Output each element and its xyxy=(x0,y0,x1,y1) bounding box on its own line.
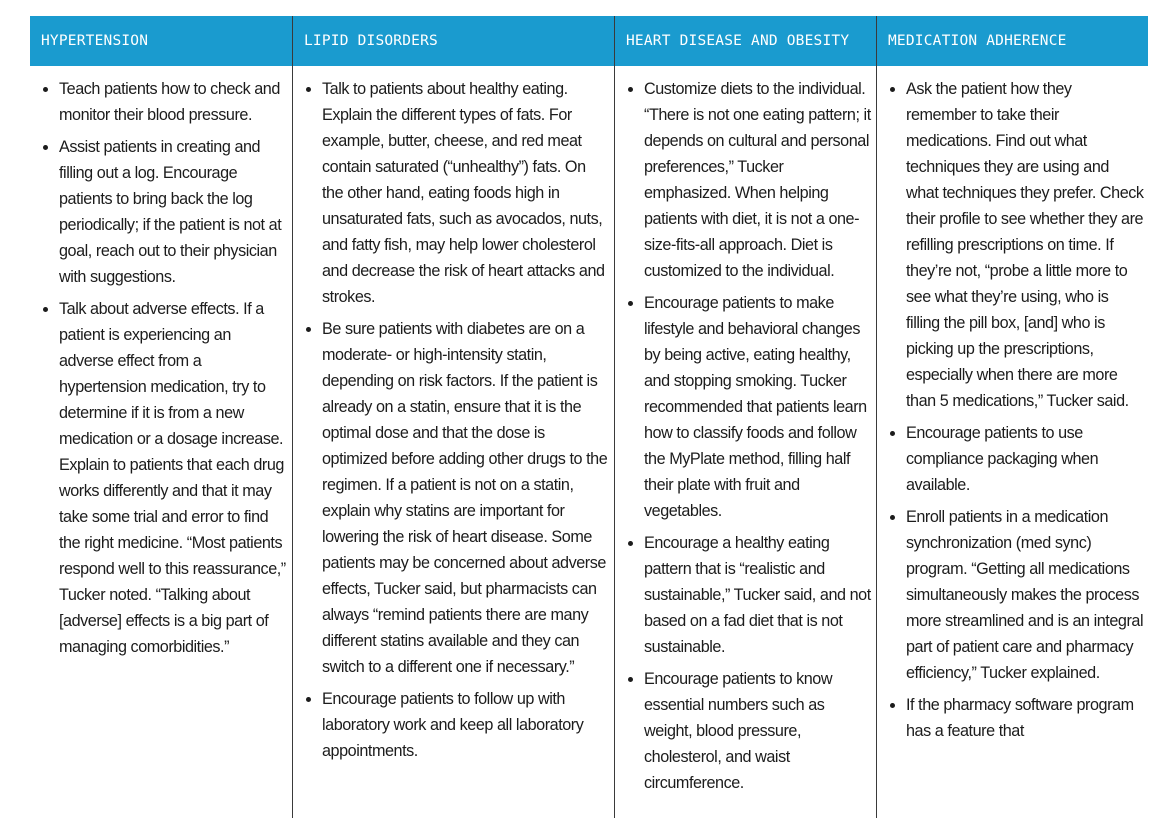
list-item: Talk about adverse effects. If a patient is experiencing an adverse effect from a hypertension medication, try to determine if it is from a new medication or a dosage increase. Explain to patients that each drug works differently and that it may take some trial and error to find the right medicine. “Most patients respond well to this reassurance,” Tucker noted. “Talking about [adverse] effects is a big part of managing comorbidities.” xyxy=(41,296,288,660)
list-item: Encourage patients to know essential numbers such as weight, blood pressure, cholesterol, and waist circumference. xyxy=(626,666,872,796)
column-header-hypertension: HYPERTENSION xyxy=(30,16,292,66)
column-body-lipid-disorders xyxy=(293,66,614,764)
column-header-medication-adherence: MEDICATION ADHERENCE xyxy=(877,16,1148,66)
column-header-lipid-disorders: LIPID DISORDERS xyxy=(293,16,614,66)
list-item: Encourage patients to follow up with laboratory work and keep all laboratory appointments. xyxy=(304,686,610,764)
column-medication-adherence xyxy=(876,16,1148,818)
bullet-list xyxy=(41,76,288,660)
list-item: Encourage patients to make lifestyle and behavioral changes by being active, eating healthy, and stopping smoking. Tucker recommended that patients learn how to classify foods and follow the MyPlate method, filling half their plate with fruit and vegetables. xyxy=(626,290,872,524)
column-body-hypertension xyxy=(30,66,292,660)
column-heart-disease-obesity xyxy=(614,16,876,818)
column-body-heart-disease-obesity xyxy=(615,66,876,796)
list-item: Talk to patients about healthy eating. Explain the different types of fats. For example, butter, cheese, and red meat contain saturated (“unhealthy”) fats. On the other hand, eating foods high in unsaturated fats, such as avocados, nuts, and fatty fish, may help lower cholesterol and decrease the risk of heart attacks and strokes. xyxy=(304,76,610,310)
list-item: Ask the patient how they remember to take their medications. Find out what techniques they are using and what techniques they prefer. Check their profile to see whether they are refilling prescriptions on time. If they’re not, “probe a little more to see what they’re using, who is filling the pill box, [and] who is picking up the prescriptions, especially when there are more than 5 medications,” Tucker said. xyxy=(888,76,1144,414)
list-item: Teach patients how to check and monitor their blood pressure. xyxy=(41,76,288,128)
list-item: Customize diets to the individual. “There is not one eating pattern; it depends on cultural and personal preferences,” Tucker emphasized. When helping patients with diet, it is not a one-size-fits-all approach. Diet is customized to the individual. xyxy=(626,76,872,284)
recommendations-table xyxy=(30,16,1148,818)
list-item: Enroll patients in a medication synchronization (med sync) program. “Getting all medications simultaneously makes the process more streamlined and is an integral part of patient care and pharmacy efficiency,” Tucker explained. xyxy=(888,504,1144,686)
list-item: Encourage a healthy eating pattern that is “realistic and sustainable,” Tucker said, and not based on a fad diet that is not sustainable. xyxy=(626,530,872,660)
bullet-list xyxy=(888,76,1144,744)
column-body-medication-adherence xyxy=(877,66,1148,744)
list-item: If the pharmacy software program has a feature that xyxy=(888,692,1144,744)
list-item: Be sure patients with diabetes are on a moderate- or high-intensity statin, depending on risk factors. If the patient is already on a statin, ensure that it is the optimal dose and that the dose is optimized before adding other drugs to the regimen. If a patient is not on a statin, explain why statins are important for lowering the risk of heart disease. Some patients may be concerned about adverse effects, Tucker said, but pharmacists can always “remind patients there are many different statins available and they can switch to a different one if necessary.” xyxy=(304,316,610,680)
bullet-list xyxy=(304,76,610,764)
column-hypertension xyxy=(30,16,292,818)
list-item: Encourage patients to use compliance packaging when available. xyxy=(888,420,1144,498)
column-lipid-disorders xyxy=(292,16,614,818)
bullet-list xyxy=(626,76,872,796)
list-item: Assist patients in creating and filling out a log. Encourage patients to bring back the log periodically; if the patient is not at goal, reach out to their physician with suggestions. xyxy=(41,134,288,290)
column-header-heart-disease-obesity: HEART DISEASE AND OBESITY xyxy=(615,16,876,66)
